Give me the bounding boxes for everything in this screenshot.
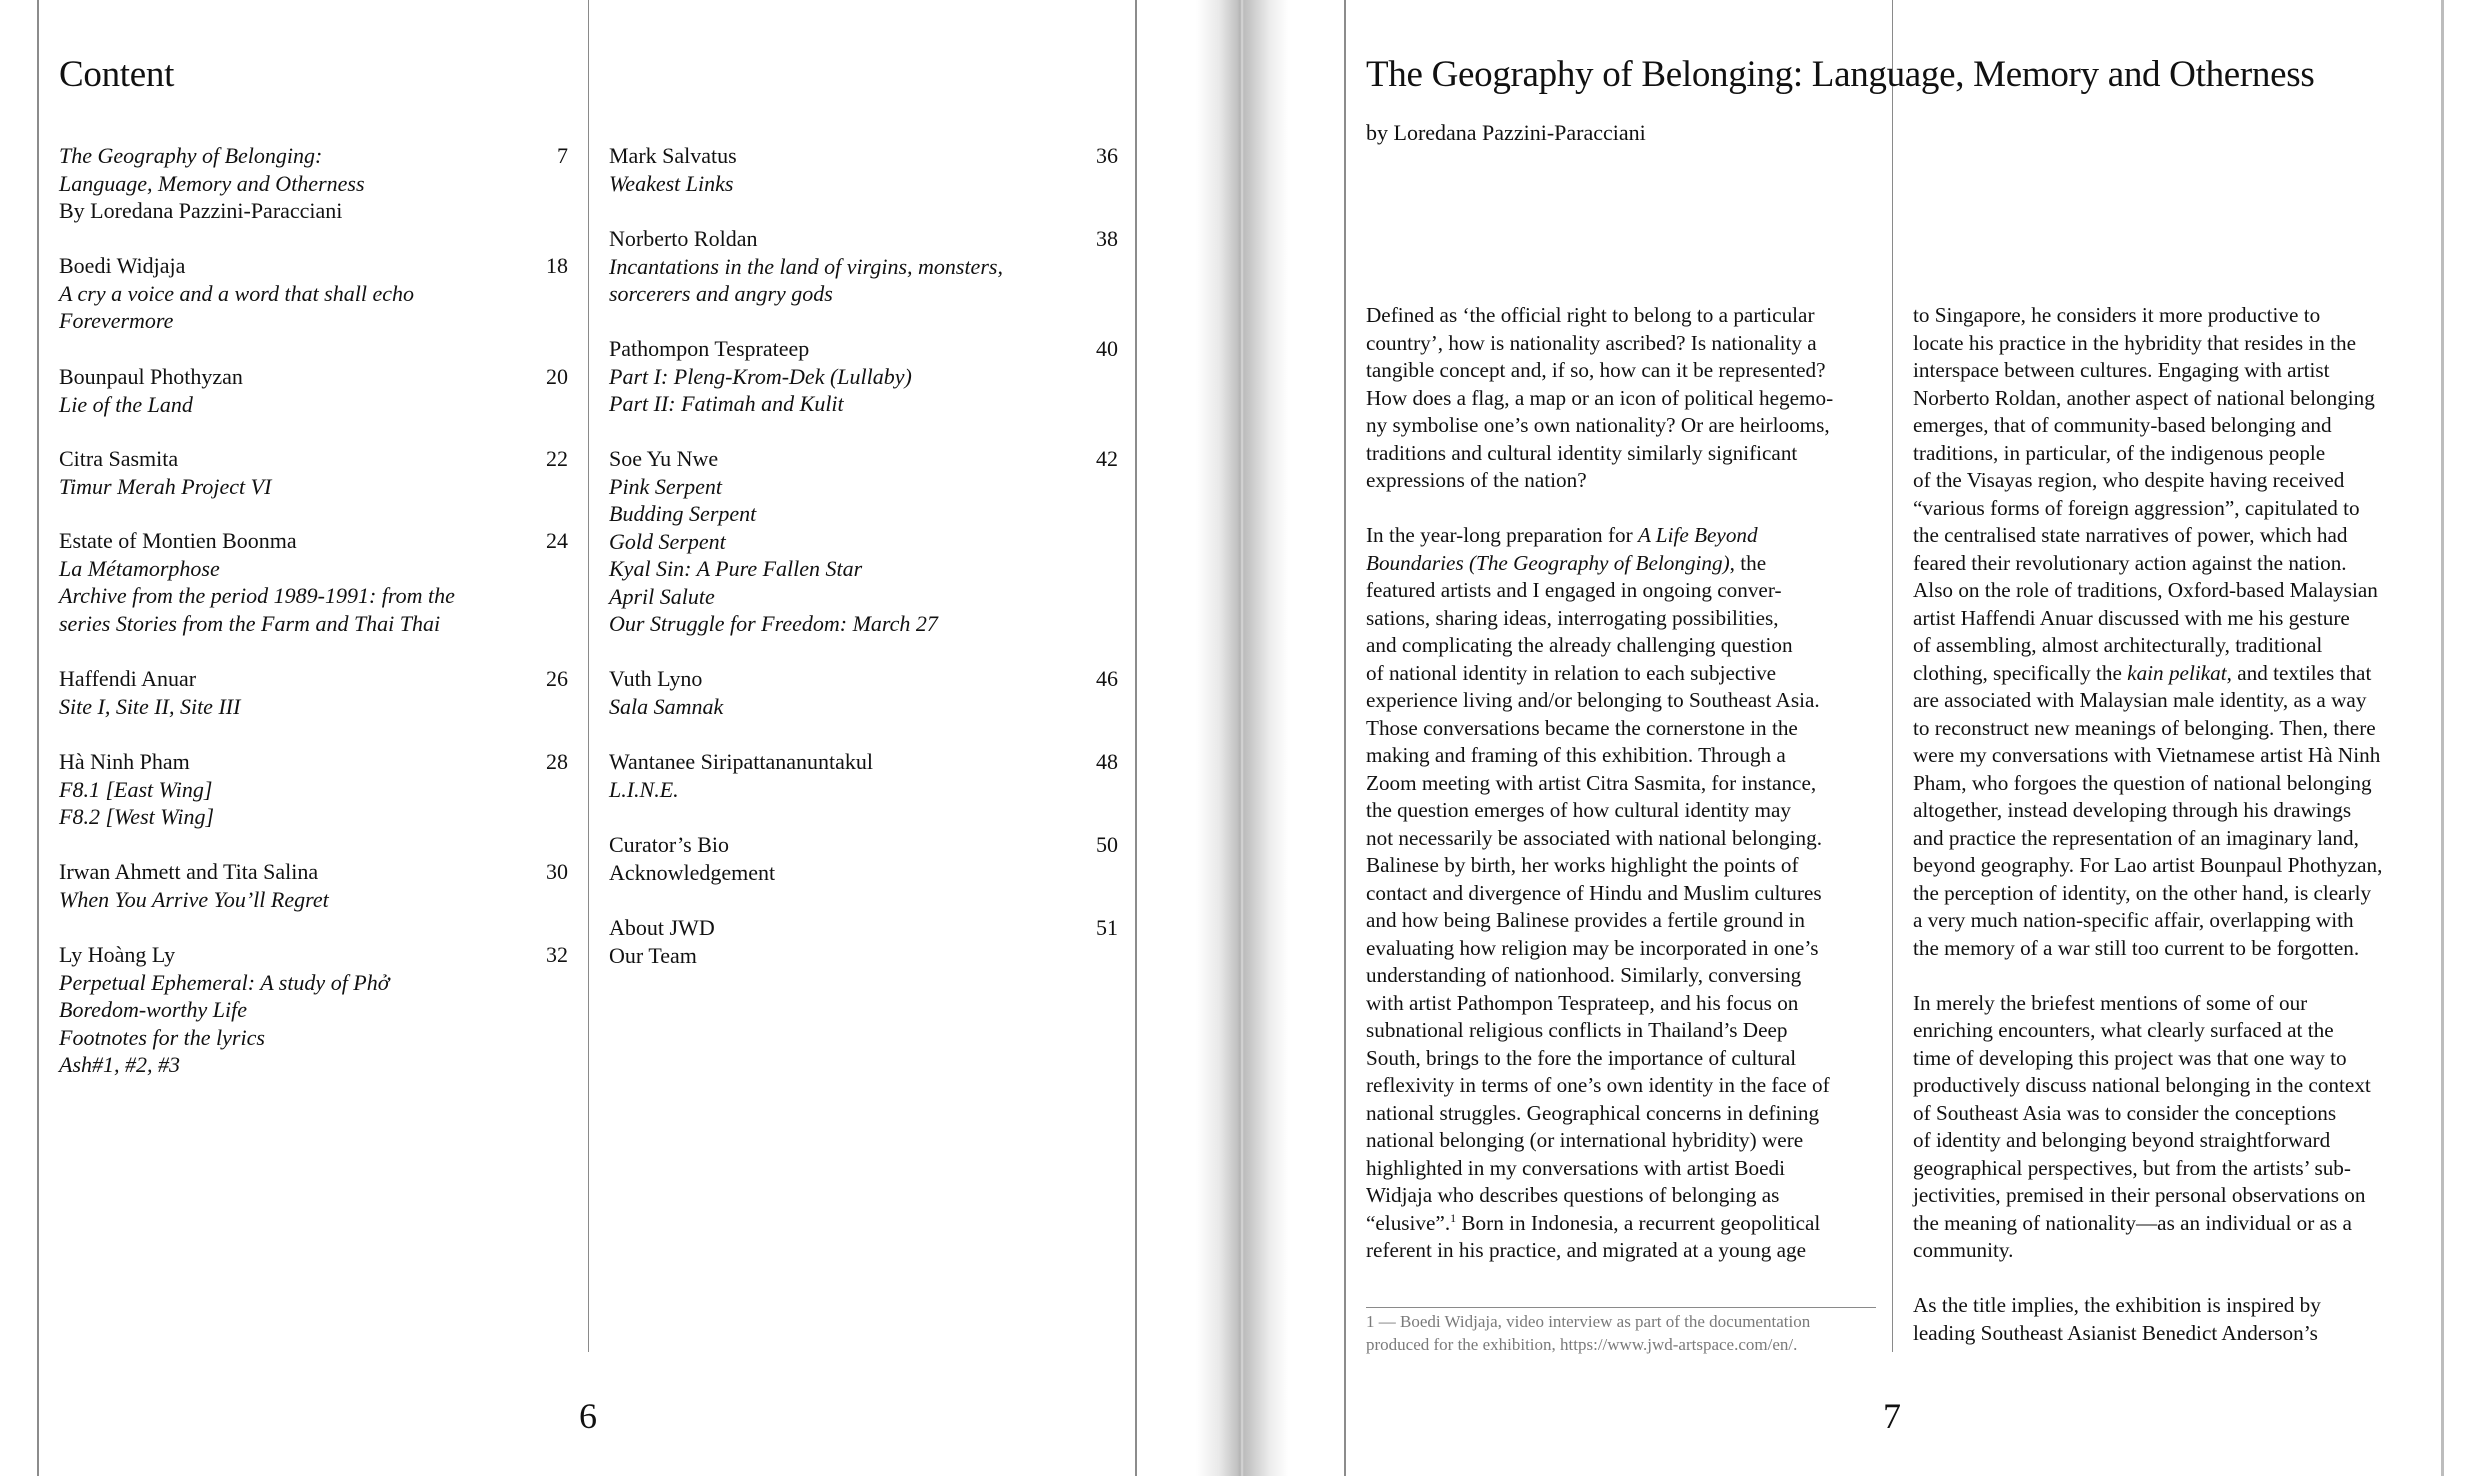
article-column-1 bbox=[1366, 302, 1876, 1265]
body-text-line: productively discuss national belonging in the context bbox=[1913, 1073, 2371, 1097]
paragraph-break bbox=[1913, 962, 2433, 990]
toc-entry[interactable] bbox=[609, 831, 775, 886]
body-text-line: In merely the briefest mentions of some of our bbox=[1913, 990, 2308, 1015]
toc-entry[interactable] bbox=[59, 252, 414, 335]
article-byline: by Loredana Pazzini-Paracciani bbox=[1366, 120, 1646, 145]
body-text-line: of assembling, almost architecturally, traditional bbox=[1913, 633, 2323, 657]
body-text-line: locate his practice in the hybridity that resides in the bbox=[1913, 330, 2357, 355]
body-text-line: the question emerges of how cultural identity may bbox=[1366, 798, 1792, 822]
body-text-line: and practice the representation of an imaginary land, bbox=[1913, 825, 2359, 850]
body-text-line: interspace between cultures. Engaging with artist bbox=[1913, 358, 2330, 382]
italic-title: Boundaries (The Geography of Belonging) bbox=[1366, 550, 1730, 575]
body-text-line: making and framing of this exhibition. Through a bbox=[1366, 743, 1786, 767]
body-text-line: the meaning of nationality—as an individual or as a bbox=[1913, 1210, 2352, 1235]
toc-page-number: 30 bbox=[546, 859, 568, 884]
toc-entry-title: Haffendi Anuar bbox=[59, 666, 197, 691]
footnote-line: produced for the exhibition, https://www.jwd-artspace.com/en/. bbox=[1366, 1334, 1798, 1354]
body-text-line: traditions, in particular, of the indigenous people bbox=[1913, 440, 2326, 465]
book-gutter-shadow bbox=[1196, 0, 1288, 1476]
body-text-line: altogether, instead developing through his drawings bbox=[1913, 798, 2352, 822]
left-page-inner-edge bbox=[1135, 0, 1137, 1476]
toc-page-number: 22 bbox=[546, 446, 568, 471]
left-page-column-divider bbox=[588, 0, 589, 1352]
body-text-line: subnational religious conflicts in Thailand’s Deep bbox=[1366, 1018, 1788, 1042]
toc-entry-title: Norberto Roldan bbox=[609, 226, 758, 251]
page-number-left: 6 bbox=[579, 1396, 597, 1436]
body-text-line: the memory of a war still too current to be forgotten. bbox=[1913, 935, 2360, 960]
toc-entry[interactable] bbox=[59, 665, 240, 720]
footnote-line: 1 — Boedi Widjaja, video interview as part of the documentation bbox=[1366, 1312, 1811, 1331]
toc-entry-subtitle: Site I, Site II, Site III bbox=[59, 693, 241, 719]
body-text-line: time of developing this project was that one way to bbox=[1913, 1045, 2347, 1070]
italic-title: A Life Beyond bbox=[1637, 523, 1758, 547]
footnote-rule bbox=[1366, 1307, 1876, 1308]
body-text-line: experience living and/or belonging to Southeast Asia. bbox=[1366, 688, 1820, 712]
toc-entry[interactable] bbox=[59, 748, 214, 831]
article-column-2 bbox=[1913, 302, 2433, 1347]
body-text-line: artist Haffendi Anuar discussed with me his gesture bbox=[1913, 605, 2350, 630]
toc-entry-title: About JWD bbox=[609, 915, 715, 940]
body-text-line: understanding of nationhood. Similarly, conversing bbox=[1366, 963, 1802, 987]
body-text-line: national struggles. Geographical concerns in defining bbox=[1366, 1100, 1820, 1125]
body-text-line: of identity and belonging beyond straightforward bbox=[1913, 1128, 2331, 1152]
right-page-column-divider bbox=[1892, 0, 1893, 1352]
toc-entry-subtitle: Part II: Fatimah and Kulit bbox=[609, 391, 844, 416]
body-text-line: Pham, who forgoes the question of national belonging bbox=[1913, 770, 2372, 795]
footnote-reference[interactable]: 1 bbox=[1450, 1210, 1457, 1225]
toc-entry-subtitle: Our Team bbox=[609, 942, 697, 968]
toc-page-number: 18 bbox=[546, 253, 568, 278]
toc-entry-subtitle: When You Arrive You’ll Regret bbox=[59, 886, 329, 912]
body-text-line: emerges, that of community-based belonging and bbox=[1913, 413, 2332, 437]
toc-entry-subtitle: Gold Serpent bbox=[609, 528, 726, 554]
toc-page-number: 40 bbox=[1096, 336, 1118, 361]
toc-entry-subtitle: Lie of the Land bbox=[59, 391, 193, 417]
body-text-line: Boundaries (The Geography of Belonging), the bbox=[1366, 550, 1767, 575]
toc-entry-subtitle: Timur Merah Project VI bbox=[59, 473, 272, 499]
body-text-line: country’, how is nationality ascribed? Is nationality a bbox=[1366, 330, 1817, 355]
toc-entry-subtitle: Incantations in the land of virgins, monsters, bbox=[609, 253, 1003, 279]
body-text-line: community. bbox=[1913, 1238, 2014, 1262]
body-text-line: “elusive”.$^1$ Born in Indonesia, a recurrent geopolitical bbox=[1366, 1210, 1821, 1235]
body-text-line: feared their revolutionary action against the nation. bbox=[1913, 550, 2347, 575]
toc-entry-subtitle: Sala Samnak bbox=[609, 693, 724, 719]
toc-entry-subtitle: A cry a voice and a word that shall echo bbox=[59, 280, 414, 306]
toc-entry-subtitle: Archive from the period 1989-1991: from the bbox=[59, 583, 455, 608]
toc-page-number: 50 bbox=[1096, 832, 1118, 857]
body-text-line: Balinese by birth, her works highlight the points of bbox=[1366, 853, 1799, 877]
toc-page-number: 26 bbox=[546, 666, 568, 691]
toc-entry[interactable] bbox=[609, 748, 873, 803]
toc-entry-title: Bounpaul Phothyzan bbox=[59, 364, 243, 389]
toc-entry-subtitle: Footnotes for the lyrics bbox=[59, 1024, 265, 1050]
toc-page-number: 24 bbox=[546, 528, 568, 553]
toc-entry-subtitle: Kyal Sin: A Pure Fallen Star bbox=[609, 556, 863, 581]
body-text-line: with artist Pathompon Tesprateep, and his focus on bbox=[1366, 990, 1799, 1015]
body-text-line: Those conversations became the cornerstone in the bbox=[1366, 715, 1798, 740]
body-text-line: the perception of identity, on the other hand, is clearly bbox=[1913, 880, 2372, 905]
article-title: The Geography of Belonging: Language, Memory and Otherness bbox=[1366, 54, 2315, 95]
body-text-line: jectivities, premised in their personal observations on bbox=[1913, 1183, 2366, 1207]
toc-entry[interactable] bbox=[59, 142, 365, 225]
toc-entry-subtitle: By Loredana Pazzini-Paracciani bbox=[59, 198, 343, 223]
toc-entry-subtitle: series Stories from the Farm and Thai Thai bbox=[59, 610, 441, 636]
toc-entry-subtitle: Part I: Pleng-Krom-Dek (Lullaby) bbox=[609, 363, 912, 389]
body-text-line: are associated with Malaysian male identity, as a way bbox=[1913, 688, 2367, 712]
body-text-line: Norberto Roldan, another aspect of national belonging bbox=[1913, 385, 2375, 410]
toc-entry[interactable] bbox=[609, 914, 715, 969]
toc-entry-subtitle: L.I.N.E. bbox=[609, 776, 679, 802]
toc-entry-subtitle: Ash#1, #2, #3 bbox=[59, 1052, 180, 1077]
toc-page-number: 32 bbox=[546, 942, 568, 967]
body-text-line: evaluating how religion may be incorporated in one’s bbox=[1366, 935, 1819, 960]
body-text-line: featured artists and I engaged in ongoing conver- bbox=[1366, 578, 1782, 602]
toc-entry-title: Boedi Widjaja bbox=[59, 253, 186, 278]
right-page-inner-edge bbox=[1344, 0, 1346, 1476]
body-text-line: were my conversations with Vietnamese artist Hà Ninh bbox=[1913, 743, 2381, 767]
body-text-line: In the year-long preparation for A Life Beyond bbox=[1366, 523, 1758, 547]
toc-entry-title: Curator’s Bio bbox=[609, 832, 729, 857]
body-text-line: referent in his practice, and migrated at a young age bbox=[1366, 1238, 1807, 1262]
body-text-line: expressions of the nation? bbox=[1366, 468, 1587, 492]
body-text-line: highlighted in my conversations with artist Boedi bbox=[1366, 1155, 1785, 1180]
left-page-outer-edge bbox=[37, 0, 39, 1476]
toc-entry-title: Mark Salvatus bbox=[609, 143, 737, 168]
toc-entry[interactable] bbox=[59, 858, 329, 913]
body-text-line: sations, sharing ideas, interrogating possibilities, bbox=[1366, 605, 1779, 630]
toc-page-number: 42 bbox=[1096, 446, 1118, 471]
toc-entry-title: The Geography of Belonging: bbox=[59, 143, 323, 168]
toc-page-number: 36 bbox=[1096, 143, 1118, 168]
body-text-line: Also on the role of traditions, Oxford-based Malaysian bbox=[1913, 578, 2378, 602]
body-text-line: and complicating the already challenging question bbox=[1366, 633, 1793, 657]
body-text-line: How does a flag, a map or an icon of political hegemo- bbox=[1366, 385, 1834, 410]
body-text-line: “various forms of foreign aggression”, capitulated to bbox=[1913, 495, 2360, 520]
body-text-line: beyond geography. For Lao artist Bounpaul Phothyzan, bbox=[1913, 853, 2383, 877]
toc-entry-subtitle: Acknowledgement bbox=[609, 859, 776, 885]
body-text-line: of Southeast Asia was to consider the conceptions bbox=[1913, 1100, 2337, 1125]
toc-entry-subtitle: Boredom-worthy Life bbox=[59, 997, 247, 1022]
body-text-line: of national identity in relation to each subjective bbox=[1366, 660, 1777, 685]
toc-entry-subtitle: F8.2 [West Wing] bbox=[59, 804, 215, 829]
toc-entry-title: Pathompon Tesprateep bbox=[609, 336, 810, 361]
toc-entry-subtitle: Our Struggle for Freedom: March 27 bbox=[609, 611, 938, 636]
body-text-line: national belonging (or international hybridity) were bbox=[1366, 1128, 1804, 1152]
toc-page-number: 28 bbox=[546, 749, 568, 774]
body-text-line: leading Southeast Asianist Benedict Anderson’s bbox=[1913, 1320, 2318, 1345]
body-text-line: South, brings to the fore the importance of cultural bbox=[1366, 1045, 1797, 1070]
toc-entry-subtitle: La Métamorphose bbox=[59, 555, 220, 581]
toc-entry[interactable] bbox=[59, 941, 389, 1079]
paragraph-break bbox=[1913, 1265, 2433, 1293]
toc-entry-title: Wantanee Siripattananuntakul bbox=[609, 749, 873, 774]
footnote bbox=[1366, 1311, 1810, 1356]
toc-entry-subtitle: Perpetual Ephemeral: A study of Phở bbox=[59, 969, 390, 995]
body-text-line: enriching encounters, what clearly surfaced at the bbox=[1913, 1018, 2334, 1042]
toc-entry-subtitle: Language, Memory and Otherness bbox=[59, 170, 365, 196]
toc-entry-title: Soe Yu Nwe bbox=[609, 446, 719, 471]
toc-entry-title: Citra Sasmita bbox=[59, 446, 179, 471]
toc-entry-subtitle: Weakest Links bbox=[609, 170, 734, 196]
body-text-line: geographical perspectives, but from the artists’ sub- bbox=[1913, 1155, 2351, 1180]
body-text-line: the centralised state narratives of power, which had bbox=[1913, 523, 2348, 547]
paragraph-break bbox=[1366, 495, 1876, 523]
body-text-line: a very much nation-specific affair, overlapping with bbox=[1913, 908, 2354, 932]
toc-entry-subtitle: April Salute bbox=[609, 583, 715, 609]
toc-entry[interactable] bbox=[609, 665, 723, 720]
toc-entry-subtitle: sorcerers and angry gods bbox=[609, 281, 833, 306]
toc-entry[interactable] bbox=[609, 142, 737, 197]
toc-entry[interactable] bbox=[59, 363, 243, 418]
body-text-line: reflexivity in terms of one’s own identity in the face of bbox=[1366, 1073, 1830, 1097]
body-text-line: not necessarily be associated with national belonging. bbox=[1366, 825, 1822, 850]
body-text-line: ny symbolise one’s own nationality? Or are heirlooms, bbox=[1366, 413, 1830, 437]
body-text-line: to Singapore, he considers it more productive to bbox=[1913, 303, 2321, 327]
toc-entry[interactable] bbox=[609, 225, 1003, 308]
toc-entry[interactable] bbox=[609, 445, 938, 638]
body-text-line: of the Visayas region, who despite having received bbox=[1913, 468, 2345, 492]
toc-entry-subtitle: F8.1 [East Wing] bbox=[59, 776, 213, 802]
body-text-line: Defined as ‘the official right to belong to a particular bbox=[1366, 303, 1815, 327]
italic-title: kain pelikat bbox=[2127, 660, 2227, 685]
body-text-line: Widjaja who describes questions of belonging as bbox=[1366, 1183, 1780, 1207]
toc-entry-subtitle: Pink Serpent bbox=[609, 473, 723, 499]
toc-entry-subtitle: Budding Serpent bbox=[609, 501, 757, 526]
body-text-line: contact and divergence of Hindu and Muslim cultures bbox=[1366, 880, 1822, 905]
right-page-outer-edge bbox=[2441, 0, 2444, 1476]
toc-page-number: 48 bbox=[1096, 749, 1118, 774]
body-text-line: As the title implies, the exhibition is inspired by bbox=[1913, 1293, 2321, 1317]
toc-page-number: 20 bbox=[546, 364, 568, 389]
toc-page-number: 46 bbox=[1096, 666, 1118, 691]
toc-page-number: 7 bbox=[557, 143, 568, 168]
body-text-line: clothing, specifically the kain pelikat, and textiles that bbox=[1913, 660, 2372, 685]
toc-entry-title: Estate of Montien Boonma bbox=[59, 528, 297, 553]
toc-entry[interactable] bbox=[609, 335, 912, 418]
toc-entry[interactable] bbox=[59, 527, 455, 637]
toc-entry[interactable] bbox=[59, 445, 271, 500]
toc-page-number: 51 bbox=[1096, 915, 1118, 940]
body-text-line: Zoom meeting with artist Citra Sasmita, for instance, bbox=[1366, 770, 1817, 795]
toc-entry-title: Ly Hoàng Ly bbox=[59, 942, 176, 967]
body-text-line: tangible concept and, if so, how can it be represented? bbox=[1366, 358, 1826, 382]
body-text-line: and how being Balinese provides a fertile ground in bbox=[1366, 908, 1805, 932]
toc-page-number: 38 bbox=[1096, 226, 1118, 251]
body-text-line: traditions and cultural identity similarly significant bbox=[1366, 440, 1798, 465]
toc-entry-title: Vuth Lyno bbox=[609, 666, 703, 691]
body-text-line: to reconstruct new meanings of belonging. Then, there bbox=[1913, 715, 2376, 740]
page-number-right: 7 bbox=[1883, 1396, 1901, 1436]
toc-entry-title: Hà Ninh Pham bbox=[59, 749, 190, 774]
toc-heading: Content bbox=[59, 54, 175, 95]
toc-entry-subtitle: Forevermore bbox=[59, 308, 174, 333]
toc-entry-title: Irwan Ahmett and Tita Salina bbox=[59, 859, 319, 884]
